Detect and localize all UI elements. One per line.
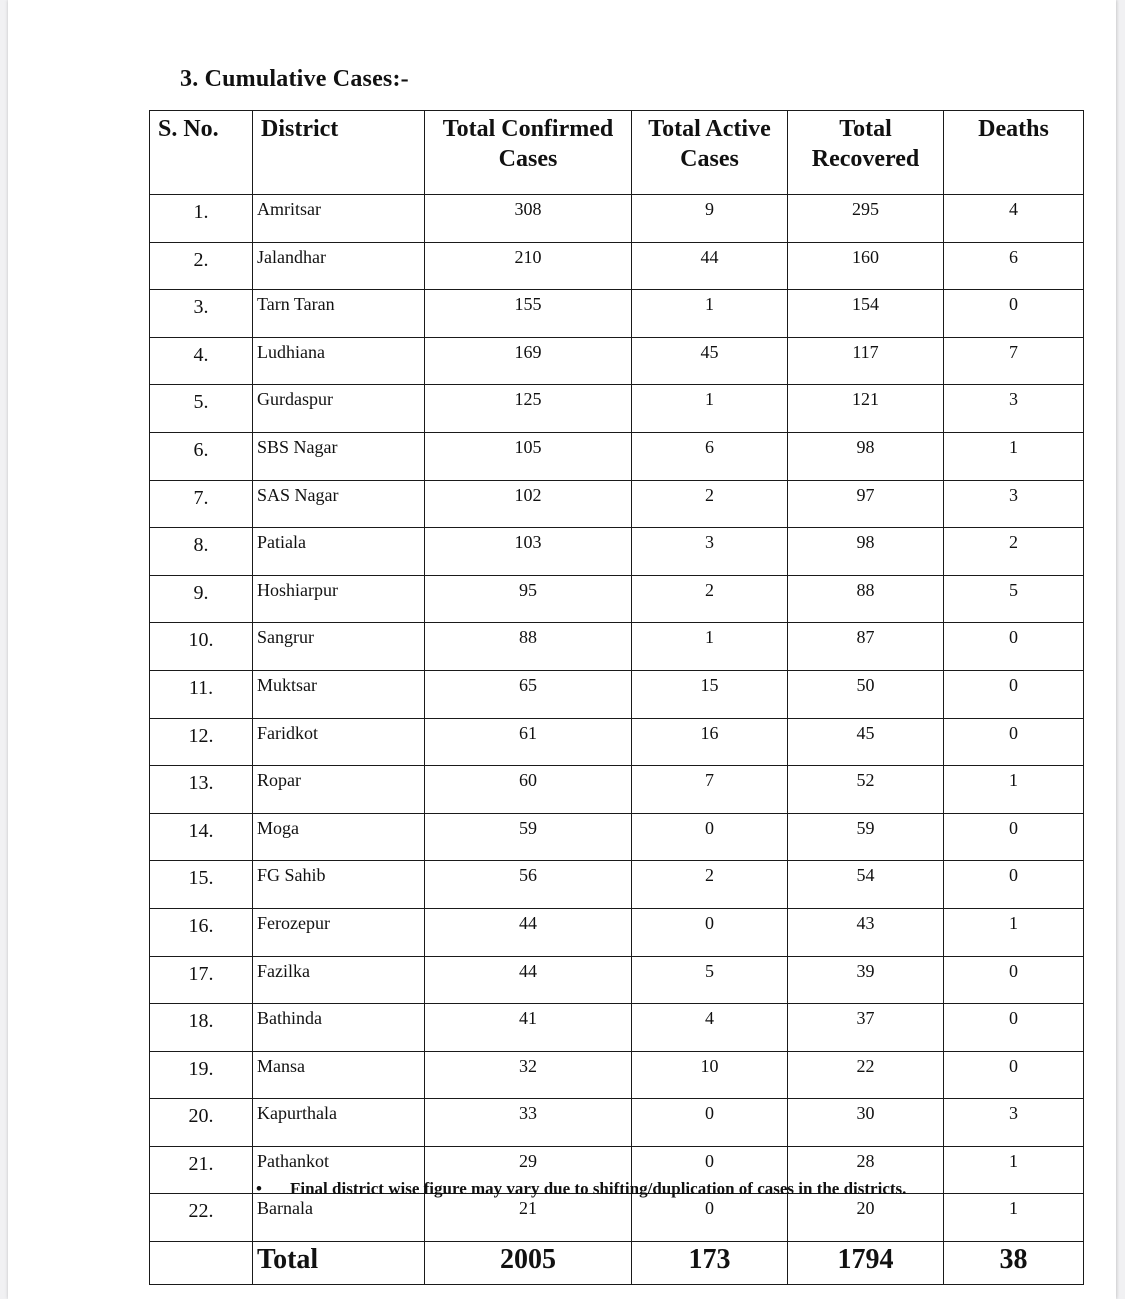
cell-recovered: 28 xyxy=(788,1146,944,1194)
cell-confirmed: 102 xyxy=(425,480,632,528)
total-recovered: 1794 xyxy=(788,1242,944,1285)
cell-district: Ludhiana xyxy=(253,337,425,385)
cell-deaths: 3 xyxy=(944,385,1084,433)
header-confirmed-line1: Total Confirmed xyxy=(442,116,614,142)
cell-deaths: 7 xyxy=(944,337,1084,385)
cell-recovered: 117 xyxy=(788,337,944,385)
cell-recovered: 37 xyxy=(788,1004,944,1052)
cell-sno: 12. xyxy=(150,718,253,766)
cell-district: Fazilka xyxy=(253,956,425,1004)
cell-confirmed: 308 xyxy=(425,195,632,243)
cell-confirmed: 88 xyxy=(425,623,632,671)
cell-recovered: 154 xyxy=(788,290,944,338)
cell-confirmed: 95 xyxy=(425,575,632,623)
table-row xyxy=(150,195,1084,243)
cell-district: Ferozepur xyxy=(253,908,425,956)
cell-confirmed: 169 xyxy=(425,337,632,385)
total-sno-cell xyxy=(150,1242,253,1285)
cell-confirmed: 33 xyxy=(425,1099,632,1147)
header-active-line2: Cases xyxy=(680,146,739,172)
total-row xyxy=(150,1242,1084,1285)
cell-deaths: 0 xyxy=(944,1004,1084,1052)
table-row xyxy=(150,1099,1084,1147)
cell-sno: 2. xyxy=(150,242,253,290)
header-active xyxy=(632,111,788,195)
cell-deaths: 2 xyxy=(944,528,1084,576)
cell-sno: 21. xyxy=(150,1146,253,1194)
cell-confirmed: 41 xyxy=(425,1004,632,1052)
header-recovered xyxy=(788,111,944,195)
cell-deaths: 1 xyxy=(944,432,1084,480)
cell-confirmed: 56 xyxy=(425,861,632,909)
table-row xyxy=(150,908,1084,956)
table-row xyxy=(150,956,1084,1004)
cell-recovered: 59 xyxy=(788,813,944,861)
cell-confirmed: 59 xyxy=(425,813,632,861)
cell-deaths: 0 xyxy=(944,956,1084,1004)
table-row xyxy=(150,1051,1084,1099)
total-label: Total xyxy=(253,1242,425,1285)
cell-confirmed: 32 xyxy=(425,1051,632,1099)
cell-deaths: 5 xyxy=(944,575,1084,623)
cell-recovered: 97 xyxy=(788,480,944,528)
table-row xyxy=(150,575,1084,623)
table-row xyxy=(150,861,1084,909)
cell-district: SBS Nagar xyxy=(253,432,425,480)
header-confirmed xyxy=(425,111,632,195)
document-page xyxy=(8,0,1116,1299)
cell-active: 6 xyxy=(632,432,788,480)
table-row xyxy=(150,480,1084,528)
cell-confirmed: 210 xyxy=(425,242,632,290)
cell-active: 2 xyxy=(632,861,788,909)
cell-active: 9 xyxy=(632,195,788,243)
table-row xyxy=(150,670,1084,718)
cell-deaths: 3 xyxy=(944,480,1084,528)
cell-active: 5 xyxy=(632,956,788,1004)
cell-active: 45 xyxy=(632,337,788,385)
cell-confirmed: 105 xyxy=(425,432,632,480)
cell-recovered: 88 xyxy=(788,575,944,623)
footnote xyxy=(256,1179,906,1199)
cell-sno: 10. xyxy=(150,623,253,671)
cell-confirmed: 21 xyxy=(425,1194,632,1242)
cell-sno: 5. xyxy=(150,385,253,433)
cell-district: Amritsar xyxy=(253,195,425,243)
table-body xyxy=(150,195,1084,1242)
cell-sno: 3. xyxy=(150,290,253,338)
cell-deaths: 0 xyxy=(944,290,1084,338)
cell-active: 0 xyxy=(632,813,788,861)
header-recovered-line1: Total xyxy=(839,116,892,142)
cell-deaths: 3 xyxy=(944,1099,1084,1147)
cell-district: Ropar xyxy=(253,766,425,814)
cell-sno: 9. xyxy=(150,575,253,623)
cell-active: 0 xyxy=(632,1146,788,1194)
cell-recovered: 98 xyxy=(788,432,944,480)
header-recovered-line2: Recovered xyxy=(811,146,920,172)
cell-sno: 14. xyxy=(150,813,253,861)
cell-recovered: 295 xyxy=(788,195,944,243)
cell-active: 2 xyxy=(632,480,788,528)
section-heading: 3. Cumulative Cases:- xyxy=(180,66,409,92)
cell-recovered: 43 xyxy=(788,908,944,956)
cell-recovered: 87 xyxy=(788,623,944,671)
table-row xyxy=(150,718,1084,766)
cell-deaths: 0 xyxy=(944,623,1084,671)
table-row xyxy=(150,432,1084,480)
cell-recovered: 39 xyxy=(788,956,944,1004)
cell-deaths: 0 xyxy=(944,1051,1084,1099)
cell-recovered: 20 xyxy=(788,1194,944,1242)
table-row xyxy=(150,385,1084,433)
cell-sno: 18. xyxy=(150,1004,253,1052)
cell-district: Hoshiarpur xyxy=(253,575,425,623)
cell-sno: 4. xyxy=(150,337,253,385)
table-row xyxy=(150,242,1084,290)
cell-district: Faridkot xyxy=(253,718,425,766)
table-row xyxy=(150,1194,1084,1242)
cell-sno: 22. xyxy=(150,1194,253,1242)
cell-recovered: 22 xyxy=(788,1051,944,1099)
cell-active: 2 xyxy=(632,575,788,623)
cell-deaths: 4 xyxy=(944,195,1084,243)
cell-confirmed: 155 xyxy=(425,290,632,338)
cell-recovered: 98 xyxy=(788,528,944,576)
header-deaths: Deaths xyxy=(944,111,1084,195)
footnote-text: Final district wise figure may vary due to shifting/duplication of cases in the districts. xyxy=(290,1179,907,1198)
cell-district: Muktsar xyxy=(253,670,425,718)
header-district: District xyxy=(253,111,425,195)
cell-confirmed: 44 xyxy=(425,956,632,1004)
cell-active: 1 xyxy=(632,623,788,671)
cell-district: Pathankot xyxy=(253,1146,425,1194)
cell-active: 15 xyxy=(632,670,788,718)
header-sno: S. No. xyxy=(150,111,253,195)
cell-confirmed: 60 xyxy=(425,766,632,814)
cell-district: Gurdaspur xyxy=(253,385,425,433)
cell-active: 0 xyxy=(632,908,788,956)
cell-district: FG Sahib xyxy=(253,861,425,909)
cell-district: Kapurthala xyxy=(253,1099,425,1147)
cell-active: 16 xyxy=(632,718,788,766)
cell-sno: 17. xyxy=(150,956,253,1004)
cell-sno: 20. xyxy=(150,1099,253,1147)
cell-active: 10 xyxy=(632,1051,788,1099)
cell-deaths: 1 xyxy=(944,1146,1084,1194)
table-row xyxy=(150,623,1084,671)
cell-district: Bathinda xyxy=(253,1004,425,1052)
cell-sno: 7. xyxy=(150,480,253,528)
cell-district: Moga xyxy=(253,813,425,861)
cell-recovered: 160 xyxy=(788,242,944,290)
total-active: 173 xyxy=(632,1242,788,1285)
cell-deaths: 0 xyxy=(944,670,1084,718)
cell-confirmed: 125 xyxy=(425,385,632,433)
table-row xyxy=(150,337,1084,385)
table-header-row xyxy=(150,111,1084,195)
cell-recovered: 121 xyxy=(788,385,944,433)
table-row xyxy=(150,290,1084,338)
cell-district: Jalandhar xyxy=(253,242,425,290)
table-row xyxy=(150,813,1084,861)
cell-deaths: 0 xyxy=(944,861,1084,909)
cell-recovered: 45 xyxy=(788,718,944,766)
cell-sno: 13. xyxy=(150,766,253,814)
cell-district: Patiala xyxy=(253,528,425,576)
table-row xyxy=(150,1004,1084,1052)
cell-confirmed: 103 xyxy=(425,528,632,576)
cell-confirmed: 61 xyxy=(425,718,632,766)
cell-active: 1 xyxy=(632,290,788,338)
total-confirmed: 2005 xyxy=(425,1242,632,1285)
cell-sno: 6. xyxy=(150,432,253,480)
bullet-icon: • xyxy=(256,1179,262,1198)
cell-confirmed: 29 xyxy=(425,1146,632,1194)
cell-deaths: 0 xyxy=(944,813,1084,861)
cell-active: 3 xyxy=(632,528,788,576)
cell-recovered: 50 xyxy=(788,670,944,718)
cell-confirmed: 65 xyxy=(425,670,632,718)
cell-district: Tarn Taran xyxy=(253,290,425,338)
cell-sno: 16. xyxy=(150,908,253,956)
cell-recovered: 52 xyxy=(788,766,944,814)
cell-sno: 11. xyxy=(150,670,253,718)
cell-active: 0 xyxy=(632,1099,788,1147)
table-row xyxy=(150,766,1084,814)
cell-active: 0 xyxy=(632,1194,788,1242)
cumulative-cases-table xyxy=(149,110,1084,1285)
cell-active: 4 xyxy=(632,1004,788,1052)
header-active-line1: Total Active xyxy=(648,116,771,142)
cell-active: 1 xyxy=(632,385,788,433)
cell-sno: 8. xyxy=(150,528,253,576)
table-row xyxy=(150,528,1084,576)
cell-deaths: 6 xyxy=(944,242,1084,290)
cell-active: 44 xyxy=(632,242,788,290)
header-confirmed-line2: Cases xyxy=(498,146,558,172)
cell-deaths: 1 xyxy=(944,908,1084,956)
cell-deaths: 1 xyxy=(944,1194,1084,1242)
total-deaths: 38 xyxy=(944,1242,1084,1285)
cell-deaths: 1 xyxy=(944,766,1084,814)
cell-active: 7 xyxy=(632,766,788,814)
cell-sno: 19. xyxy=(150,1051,253,1099)
cell-sno: 15. xyxy=(150,861,253,909)
cell-recovered: 54 xyxy=(788,861,944,909)
cell-district: Barnala xyxy=(253,1194,425,1242)
cell-district: Mansa xyxy=(253,1051,425,1099)
cell-district: SAS Nagar xyxy=(253,480,425,528)
cell-confirmed: 44 xyxy=(425,908,632,956)
cell-deaths: 0 xyxy=(944,718,1084,766)
cell-district: Sangrur xyxy=(253,623,425,671)
cell-recovered: 30 xyxy=(788,1099,944,1147)
cell-sno: 1. xyxy=(150,195,253,243)
